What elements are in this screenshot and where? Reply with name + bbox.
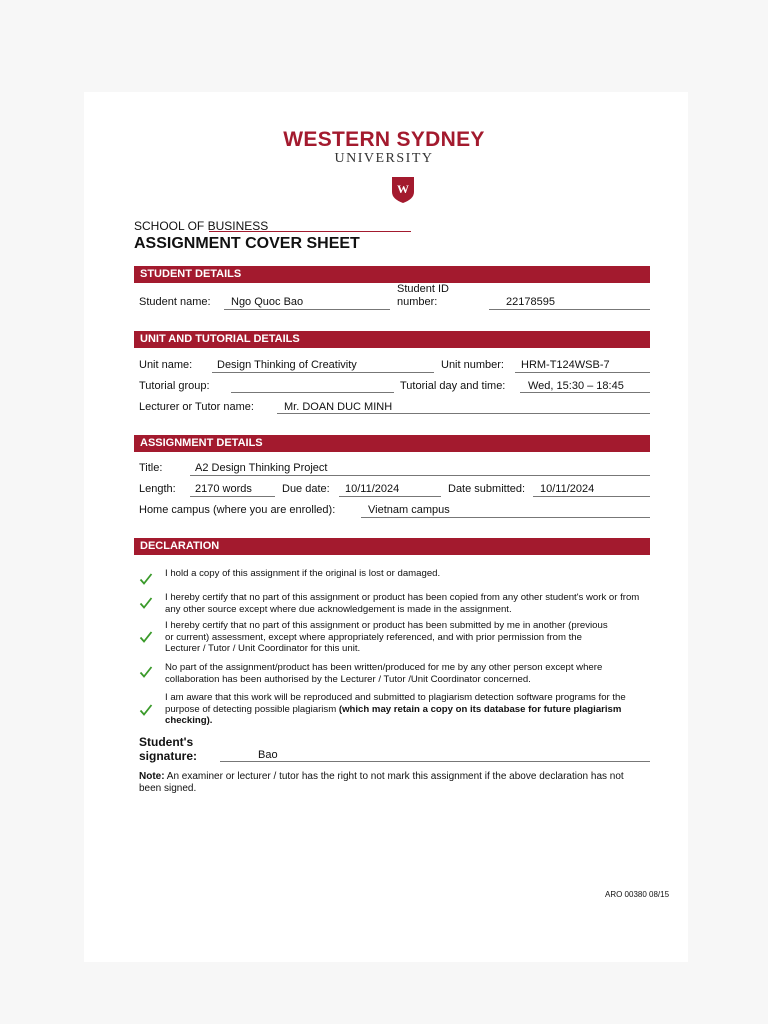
tutorial-time-label: Tutorial day and time:	[400, 380, 506, 392]
university-shield-icon	[391, 176, 415, 204]
declaration-item-1: I hold a copy of this assignment if the original is lost or damaged.	[165, 568, 441, 579]
checkmark-icon	[139, 665, 153, 679]
university-subtitle: UNIVERSITY	[334, 151, 434, 166]
student-id-label-line2: number:	[397, 296, 438, 308]
section-student-details: STUDENT DETAILS	[134, 266, 650, 283]
checkmark-icon	[139, 572, 153, 586]
length-line	[190, 496, 275, 497]
date-submitted-label: Date submitted:	[448, 483, 526, 495]
student-id-line	[489, 309, 650, 310]
school-name: SCHOOL OF BUSINESS	[134, 219, 269, 233]
home-campus-label: Home campus (where you are enrolled):	[139, 504, 336, 516]
length-label: Length:	[139, 483, 176, 495]
tutorial-time-line	[520, 392, 650, 393]
school-underline	[209, 231, 411, 232]
length-value: 2170 words	[195, 483, 252, 495]
home-campus-line	[361, 517, 650, 518]
home-campus-value: Vietnam campus	[368, 504, 450, 516]
checkmark-icon	[139, 630, 153, 644]
signature-line	[220, 761, 650, 762]
tutorial-time-value: Wed, 15:30 – 18:45	[528, 380, 624, 392]
date-submitted-value: 10/11/2024	[540, 483, 595, 495]
declaration-item-4: No part of the assignment/product has been written/produced for me by any other person except where collaboration has been authorised by the Lecturer / Tutor /Unit Coordinator concerned.	[165, 662, 603, 685]
assignment-title-label: Title:	[139, 462, 163, 474]
unit-number-label: Unit number:	[441, 359, 504, 371]
unit-name-value: Design Thinking of Creativity	[217, 359, 357, 371]
due-date-label: Due date:	[282, 483, 330, 495]
due-date-line	[339, 496, 441, 497]
unit-name-label: Unit name:	[139, 359, 193, 371]
student-name-label: Student name:	[139, 296, 211, 308]
page-title: ASSIGNMENT COVER SHEET	[134, 235, 360, 252]
student-name-line	[224, 309, 390, 310]
due-date-value: 10/11/2024	[345, 483, 400, 495]
unit-number-line	[515, 372, 650, 373]
tutor-name-value: Mr. DOAN DUC MINH	[284, 401, 393, 413]
note	[139, 771, 639, 794]
section-declaration: DECLARATION	[134, 538, 650, 555]
university-name: WESTERN SYDNEY	[283, 128, 485, 151]
declaration-item-5-text: I am aware that this work will be reproduced and submitted to plagiarism detection software programs for the purpose of detecting possible plagiarism	[165, 692, 626, 715]
signature-label-line2: signature:	[139, 749, 198, 763]
unit-name-line	[212, 372, 434, 373]
note-text: An examiner or lecturer / tutor has the right to not mark this assignment if the above declaration has not been signed.	[139, 771, 624, 794]
unit-number-value: HRM-T124WSB-7	[521, 359, 610, 371]
checkmark-icon	[139, 596, 153, 610]
section-unit-details: UNIT AND TUTORIAL DETAILS	[134, 331, 650, 348]
tutorial-group-label: Tutorial group:	[139, 380, 210, 392]
form-code: ARO 00380 08/15	[605, 890, 670, 899]
assignment-title-line	[190, 475, 650, 476]
date-submitted-line	[533, 496, 650, 497]
tutor-name-line	[277, 413, 650, 414]
assignment-title-value: A2 Design Thinking Project	[195, 462, 328, 474]
declaration-item-5-bold: (which may retain a copy on its database for future plagiarism checking).	[165, 703, 622, 726]
tutor-name-label: Lecturer or Tutor name:	[139, 401, 254, 413]
section-assignment-details: ASSIGNMENT DETAILS	[134, 435, 650, 452]
signature-value: Bao	[258, 749, 278, 761]
declaration-item-5	[165, 692, 645, 727]
svg-text:W: W	[397, 182, 409, 196]
student-id-label-line1: Student ID	[397, 283, 449, 295]
declaration-item-2: I hereby certify that no part of this assignment or product has been copied from any other student's work or from any other source except where due acknowledgement is made in the assignment.	[165, 592, 640, 615]
declaration-item-3: I hereby certify that no part of this assignment or product has been submitted by me in another (previous or current) assessment, except where appropriately referenced, and with prior permission from the Lecturer / Tutor / Unit Coordinator for this unit.	[165, 620, 608, 654]
student-id-value: 22178595	[506, 296, 555, 308]
signature-label-line1: Student's	[139, 735, 194, 749]
student-name-value: Ngo Quoc Bao	[231, 296, 304, 308]
note-label: Note:	[139, 771, 165, 782]
checkmark-icon	[139, 703, 153, 717]
tutorial-group-line	[231, 392, 394, 393]
